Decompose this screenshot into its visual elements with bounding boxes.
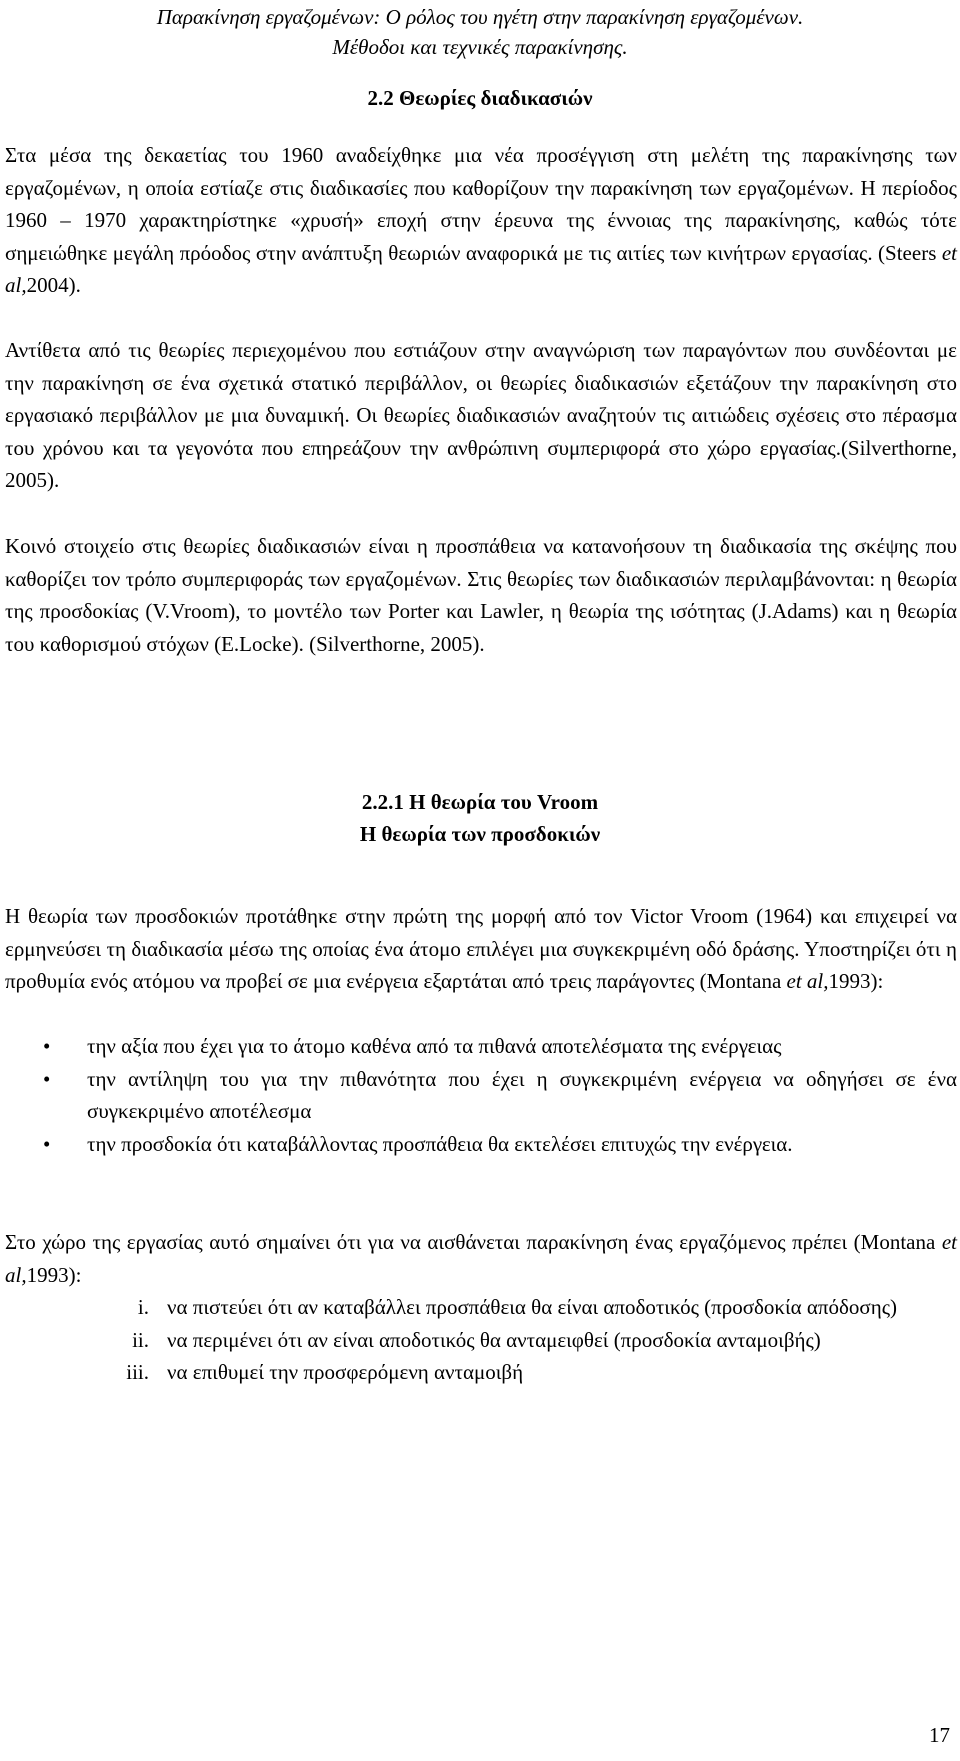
running-header [0,2,960,62]
item-text: να περιμένει ότι αν είναι αποδοτικός θα ανταμειφθεί (προσδοκία ανταμοιβής) [167,1327,821,1352]
section-paragraph-2 [5,334,957,497]
paragraph-text: Στο χώρο της εργασίας αυτό σημαίνει ότι για να αισθάνεται παρακίνηση ένας εργαζόμενος πρέπει (Montana [5,1230,936,1254]
section-paragraph-3 [5,530,957,660]
item-number: iii. [126,1360,149,1385]
bullet-icon: • [43,1131,51,1156]
paragraph-text: Κοινό στοιχείο στις θεωρίες διαδικασιών είναι η προσπάθεια να κατανοήσουν τη διαδικασία της σκέψης που καθορίζει τον τρόπο συμπεριφοράς των εργαζομένων. Στις θεωρίες των διαδικασιών περιλαμβάνονται: η θεωρία της προσδοκίας (V.Vroom), το μοντέλο των Porter και Lawler, η θεωρία της ισότητας (J.Adams) και η θεωρία του καθορισμού στόχων (E.Locke). (Silverthorne, 2005). [5,534,957,656]
bullet-text: την προσδοκία ότι καταβάλλοντας προσπάθεια θα εκτελέσει επιτυχώς την ενέργεια. [87,1131,793,1156]
bullet-text: την αντίληψη του για την πιθανότητα που έχει η συγκεκριμένη ενέργεια να οδηγήσει σε ένα συγκεκριμένο αποτέλεσμα [87,1066,957,1124]
paragraph-text: Η θεωρία των προσδοκιών προτάθηκε στην πρώτη της μορφή από τον Victor Vroom (1964) και επιχειρεί να ερμηνεύσει τη διαδικασία μέσω της οποίας ένα άτομο επιλέγει μια συγκεκριμένη οδό δράσης. Υποστηρίζει ότι η προθυμία ενός ατόμου να προβεί σε μια ενέργεια εξαρτάται από τρεις παράγοντες (Montana [5,904,957,994]
page-number: 17 [929,1723,950,1747]
subsection-paragraph-2 [5,1226,957,1291]
numbered-list [5,1291,957,1389]
bullet-item [5,1128,957,1161]
citation-year: 1993): [26,1262,82,1287]
header-line-1: Παρακίνηση εργαζομένων: Ο ρόλος του ηγέτη στην παρακίνηση εργαζομένων. [156,5,804,29]
section-paragraph-1 [5,139,957,302]
paragraph-text: Στα μέσα της δεκαετίας του 1960 αναδείχθηκε μια νέα προσέγγιση στη μελέτη της παρακίνησης των εργαζομένων, η οποία εστίαζε στις διαδικασίες που καθορίζουν την παρακίνηση των εργαζομένων. Η περίοδος 1960 – 1970 χαρακτηρίστηκε «χρυσή» εποχή στην έρευνα της έννοιας της παρακίνησης, καθώς τότε σημειώθηκε μεγάλη πρόοδος στην ανάπτυξη θεωριών αναφορικά με τις αιτίες των κινήτρων εργασίας. (Steers [5,143,957,265]
item-number: ii. [132,1327,149,1352]
bullet-item [5,1063,957,1128]
section-heading: 2.2 Θεωρίες διαδικασιών [367,86,593,110]
subsection-paragraph-1 [5,900,957,998]
item-text: να πιστεύει ότι αν καταβάλλει προσπάθεια θα είναι αποδοτικός (προσδοκία απόδοσης) [167,1295,898,1319]
citation-year: 1993): [828,969,884,994]
citation-et-al: et al, [5,1230,957,1287]
subsection-title-line-2: Η θεωρία των προσδοκιών [359,822,601,846]
bullet-item [5,1030,957,1063]
numbered-item [5,1324,957,1357]
numbered-item [5,1291,957,1324]
item-text: να επιθυμεί την προσφερόμενη ανταμοιβή [167,1360,524,1385]
citation-et-al: et al, [786,969,829,994]
citation-year: 2004). [26,273,81,298]
citation-et-al: et al, [5,240,958,298]
item-number: i. [137,1295,149,1319]
subsection-heading [0,786,960,850]
numbered-item [5,1356,957,1389]
bullet-text: την αξία που έχει για το άτομο καθένα από τα πιθανά αποτελέσματα της ενέργειας [87,1034,782,1058]
subsection-title-line-1: 2.2.1 Η θεωρία του Vroom [361,790,599,814]
bullet-icon: • [43,1034,51,1058]
header-line-2: Μέθοδοι και τεχνικές παρακίνησης. [332,35,628,59]
bullet-list [5,1030,957,1160]
paragraph-text: Αντίθετα από τις θεωρίες περιεχομένου που εστιάζουν στην αναγνώριση των παραγόντων που συνδέονται με την παρακίνηση σε ένα σχετικά στατικό περιβάλλον, οι θεωρίες διαδικασιών εξετάζουν την παρακίνηση στο εργασιακό περιβάλλον με μια δυναμική. Οι θεωρίες διαδικασιών αναζητούν τις αιτιώδεις σχέσεις στο πέρασμα του χρόνου και τα γεγονότα που επηρεάζουν την ανθρώπινη συμπεριφορά στο χώρο εργασίας.(Silverthorne, 2005). [5,338,957,493]
bullet-icon: • [43,1066,51,1091]
